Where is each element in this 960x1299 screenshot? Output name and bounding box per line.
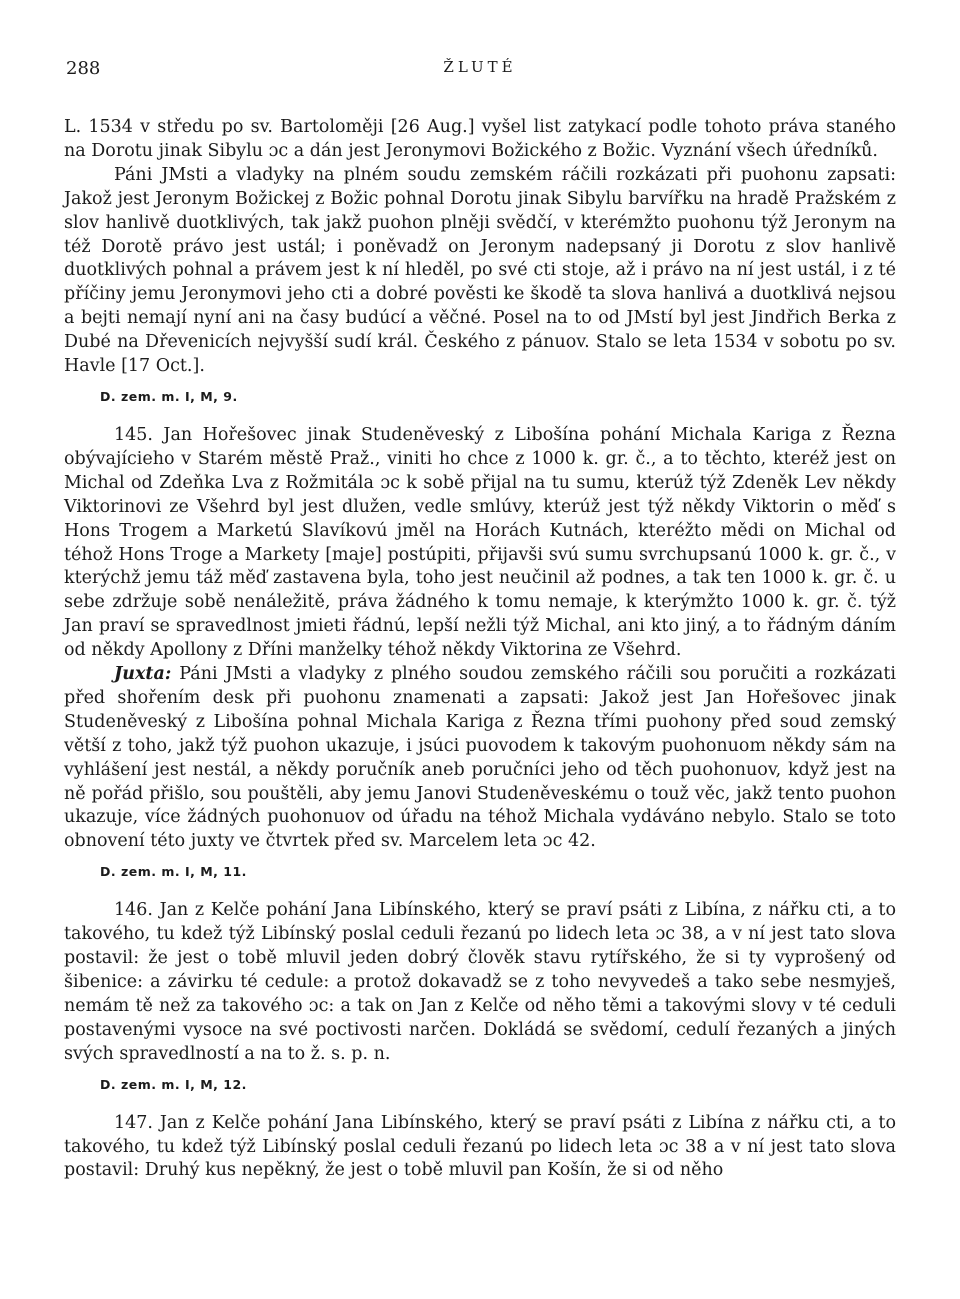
source-reference: D. zem. m. I, M, 9. — [100, 388, 238, 404]
source-reference: D. zem. m. I, M, 11. — [100, 864, 247, 880]
entry-147: 147. Jan z Kelče pohání Jana Libínského, který se praví psáti z Libína z nářku cti, a to takového, tu kdež týž Libínský poslal ceduli řezanú po lidech leta ɔc 38 a v ní jest tato slova postavil: Druhý kus nepěkný, že jest o tobě mluvil pan Košín, že si od něho — [64, 1112, 896, 1181]
entry-145: 145. Jan Hořešovec jinak Studeněveský z Libošína pohání Michala Kariga z Řezna obývajícieho v Starém městě Praž., viniti ho chce z 1000 k. gr. č., a to těchto, kteréž jest on Michal od Zdeňka Lva z Rožmitála ɔc k sobě přijal na tu sumu, kterúž týž Zdeněk Lev někdy Viktorinovi ze Všehrd byl jest dlužen, vedle smlúvy, kterúž jest týž někdy Viktorin o měď s Hons Trogem a Marketú Slavíkovú jměl na Horách Kutnách, kteréžto mědi on Michal od téhož Hons Troge a Markety [maje] postúpiti, přijavši svú sumu svrchupsanú 1000 k. gr. č., v kterýchž jemu táž měď zastavena byla, toho jest neučinil až podnes, a tak ten 1000 k. gr. č. u sebe zdržuje sobě nenáležitě, práva žádného k tomu nemaje, k kterýmžto 1000 k. gr. č. týž Jan praví se spravedlnost jmieti řádnú, lepší nežli týž Michal, ani kto jiný, a to řádným dáním od někdy Apollony z Dříni manželky téhož někdy Viktorina ze Všehrd. — [64, 424, 896, 661]
juxta-text: Páni JMsti a vladyky z plného soudou zemského ráčili sou poručiti a rozkázati před shořením desk při puohonu znamenati a zapsati: Jakož jest Jan Hořešovec jinak Studeněveský z Libošína pohnal Michala Kariga z Řezna třími puohony před soud zemský větší z toho, jakž týž puohon ukazuje, i jsúci puovodem k takovým puohonuom někdy sám na vyhlášení jest nestál, a někdy poručník aneb poručníci jeho od těch puohonuov, když jest na ně pořád přišlo, sou pouštěli, aby jemu Janovi Studeněveskému o touž věc, jakž tento puohon ukazuje, více žádných puohonuov od úřadu na téhož Michala vydáváno nebylo. Stalo se toto obnovení této juxty ve čtvrtek před sv. Marcelem leta ɔc 42. — [64, 664, 896, 852]
paragraph-intro: L. 1534 v středu po sv. Bartoloměji [26 Aug.] vyšel list zatykací podle tohoto práva staného na Dorotu jinak Sibylu ɔc a dán jest Jeronymovi Božického z Božic. Vyznání všech úředníků. — [64, 117, 896, 161]
entry-146: 146. Jan z Kelče pohání Jana Libínského, který se praví psáti z Libína, z nářku cti, a to takového, tu kdež týž Libínský poslal ceduli řezanú po lidech leta ɔc 38, a v ní jest tato slova postavil: že jest o tobě mluvil jeden dobrý člověk stavu rytířského, že si ty vyprošený od šibenice: a závirku té cedule: a protož dokavadž se z toho nevyvedeš a tako sebe nesmyješ, nemám tě než za takového ɔc: a tak on Jan z Kelče od něho těmi a takovými slovy v té ceduli postavenými vysoce na své poctivosti narčen. Dokládá se svědomí, cedulí řezaných a jiných svých spravedlností a na to ž. s. p. n. — [64, 900, 896, 1064]
source-reference: D. zem. m. I, M, 12. — [100, 1076, 247, 1092]
running-head: ŽLUTÉ — [443, 58, 517, 76]
paragraph-record: Páni JMsti a vladyky na plném soudu zemském ráčili rozkázati při puohonu zapsati: Jakož jest Jeronym Božickej z Božic pohnal Dorotu jinak Sibylu barvířku na hradě Pražském z slov hanlivě duotklivých, tak jakž puohon plněji svědčí, v kterémžto puohonu týž Jeronym na též Dorotě právo jest ustál; i poněvadž on Jeronym nadepsaný ji Dorotu z slov hanlivě duotklivých pohnal a právem jest k ní hleděl, po své cti stoje, až i právo na ní jest ustál, i z té příčiny jemu Jeronymovi jeho cti a dobré pověsti ke škodě ta slova hanlivá a duotklivá nejsou a bejti nemají nyní ani na časy budúcí a věčné. Posel na to od JMstí byl jest Jindřich Berka z Dubé na Dřevenicích nejvyšší sudí král. Českého z pánuov. Stalo se leta 1534 v sobotu po sv. Havle [17 Oct.]. — [64, 164, 896, 377]
juxta-label: Juxta: — [114, 664, 172, 685]
page-header — [64, 58, 896, 86]
entry-145-juxta — [64, 663, 896, 854]
page-number: 288 — [66, 58, 101, 79]
